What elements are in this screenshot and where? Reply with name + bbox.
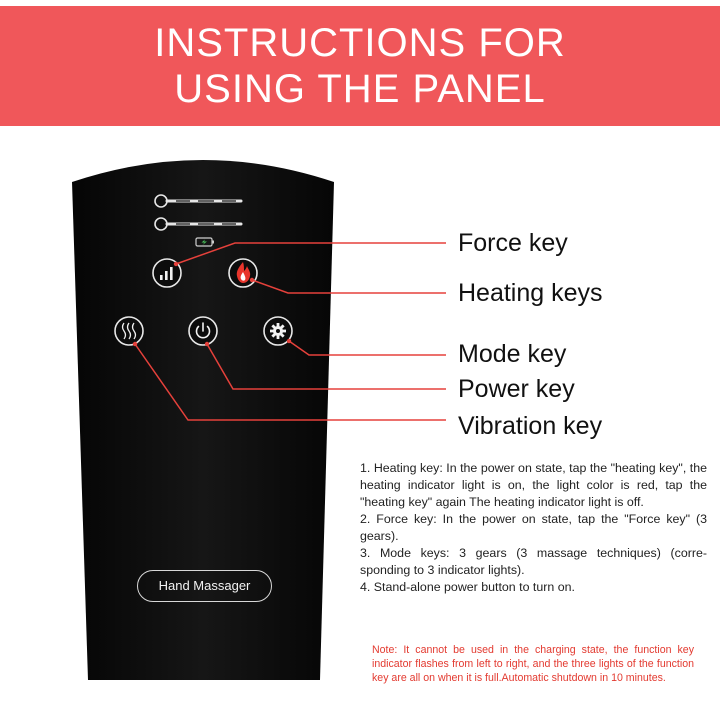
heating-key[interactable] (229, 259, 257, 287)
instruction-item: 2. Force key: In the power on state, tap the "Force key" (3 gears). (360, 512, 707, 543)
title-line-1: INSTRUCTIONS FOR (154, 21, 566, 65)
vibration-key-label: Vibration key (458, 412, 603, 440)
title-line-2: USING THE PANEL (174, 67, 546, 111)
instruction-item: 3. Mode keys: 3 gears (3 massage techniques) (corre-sponding to 3 indicator lights). (360, 546, 707, 577)
mode-key-label: Mode key (458, 340, 567, 368)
instructions-list (360, 460, 707, 596)
force-key-label: Force key (458, 229, 568, 257)
power-key-label: Power key (458, 375, 575, 403)
instruction-item: 4. Stand-alone power button to turn on. (360, 580, 575, 594)
charging-note: Note: It cannot be used in the charging state, the function key indicator flashes from left to right, and the three lights of the function key are all on when it is full.Automatic shutdown in 10 minutes. (372, 644, 694, 684)
hand-massager-label: Hand Massager (137, 570, 272, 602)
power-key[interactable] (189, 317, 217, 345)
heating-keys-label: Heating keys (458, 279, 603, 307)
instruction-item: 1. Heating key: In the power on state, tap the "heating key", the heating indicator light is on, the light color is red, tap the "heating key" again The heating indicator light is off. (360, 461, 707, 509)
gear-icon (270, 323, 286, 339)
vibration-key[interactable] (115, 317, 143, 345)
